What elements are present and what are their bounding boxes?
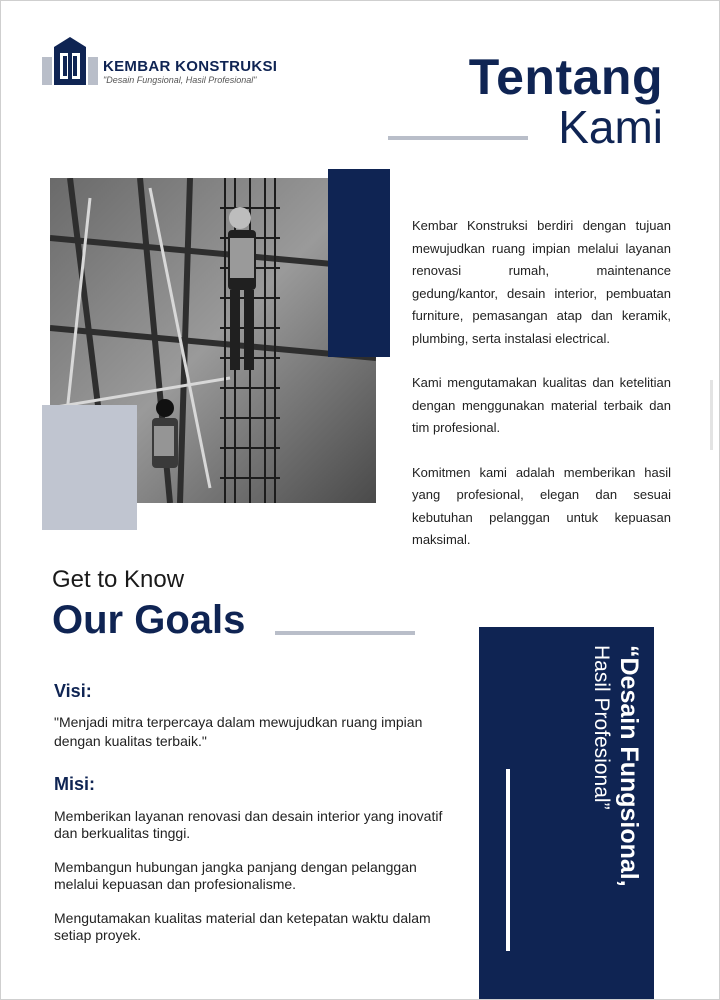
visi-text: "Menjadi mitra terpercaya dalam mewujudkan ruang impian dengan kualitas terbaik.": [54, 714, 423, 749]
about-paragraph: Komitmen kami adalah memberikan hasil yang profesional, elegan dan sesuai kebutuhan pelanggan untuk kepuasan maksimal.: [412, 464, 671, 547]
page-title-line2: Kami: [558, 101, 663, 153]
quote-line2: Hasil Profesional”: [590, 645, 613, 810]
goals-subtitle: Get to Know: [52, 566, 185, 593]
brand-tagline: "Desain Fungsional, Hasil Profesional": [103, 75, 257, 85]
quote-text: [524, 645, 643, 975]
scroll-indicator: [710, 380, 713, 450]
title-divider: [388, 136, 528, 140]
gray-accent-block: [42, 405, 137, 530]
brand-name: KEMBAR KONSTRUKSI: [103, 58, 278, 75]
misi-heading: Misi:: [54, 774, 96, 794]
about-text: [412, 215, 671, 574]
quote-accent-bar: [506, 769, 510, 951]
goals-divider: [275, 631, 415, 635]
quote-line1: “Desain Fungsional,: [615, 645, 643, 887]
building-logo-icon: [42, 37, 98, 85]
misi-list: [54, 808, 449, 961]
page-title-line1: Tentang: [468, 49, 663, 105]
navy-accent-block: [328, 169, 390, 357]
misi-item: Memberikan layanan renovasi dan desain interior yang inovatif dan berkualitas tinggi.: [54, 808, 443, 841]
about-paragraph: Kembar Konstruksi berdiri dengan tujuan mewujudkan ruang impian melalui layanan renovasi rumah, maintenance gedung/kantor, desain interior, pembuatan furniture, pemasangan atap dan keramik, plumbing, serta instalasi electrical.: [412, 218, 671, 346]
misi-item: Membangun hubungan jangka panjang dengan pelanggan melalui kepuasan dan profesionalisme.: [54, 859, 417, 892]
misi-item: Mengutamakan kualitas material dan ketepatan waktu dalam setiap proyek.: [54, 910, 431, 943]
goals-title: Our Goals: [52, 598, 246, 642]
visi-heading: Visi:: [54, 681, 92, 701]
about-paragraph: Kami mengutamakan kualitas dan ketelitian dengan menggunakan material terbaik dan tim profesional.: [412, 375, 671, 435]
